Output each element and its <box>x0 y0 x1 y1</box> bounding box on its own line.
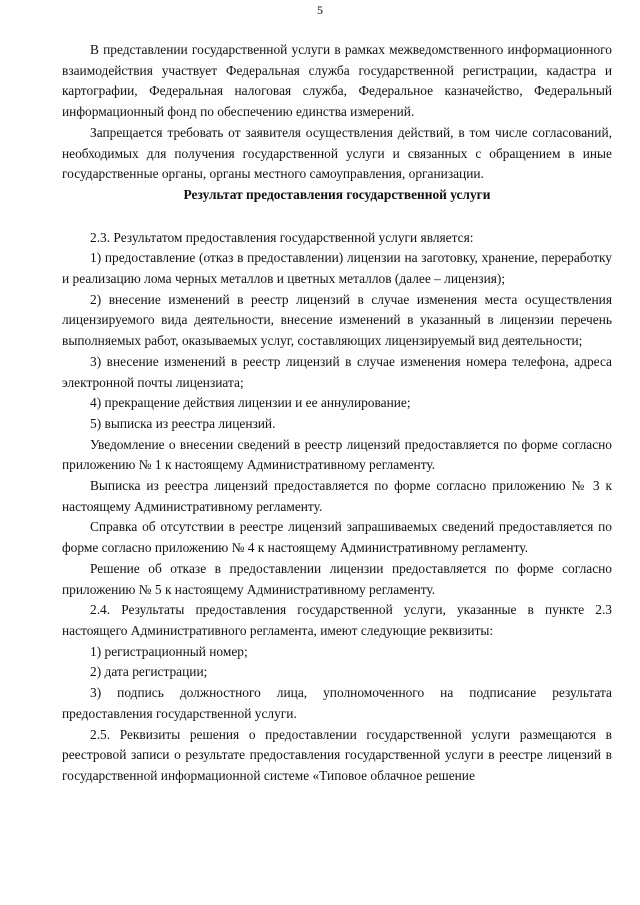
paragraph-2-4: 2.4. Результаты предоставления государственной услуги, указанные в пункте 2.3 настоящего Административного регламента, имеют следующие реквизиты: <box>62 602 612 638</box>
list-item-requisite-1: 1) регистрационный номер; <box>90 643 248 659</box>
document-body <box>62 40 612 787</box>
list-item-result-2: 2) внесение изменений в реестр лицензий в случае изменения места осуществления лицензируемого вида деятельности, внесение изменений в указанный в лицензии перечень выполняемых работ, оказываемых услуг, составляющих лицензируемый вид деятельности; <box>62 291 612 349</box>
section-heading: Результат предоставления государственной услуги <box>183 186 491 202</box>
list-item-result-4: 4) прекращение действия лицензии и ее аннулирование; <box>90 395 411 411</box>
list-item-result-1: 1) предоставление (отказ в предоставлении) лицензии на заготовку, хранение, переработку и реализацию лома черных металлов и цветных металлов (далее – лицензия); <box>62 250 612 287</box>
paragraph-notice-form: Уведомление о внесении сведений в реестр лицензий предоставляется по форме согласно приложению № 1 к настоящему Административному регламенту. <box>62 436 612 473</box>
paragraph-certificate-form: Справка об отсутствии в реестре лицензий запрашиваемых сведений предоставляется по форме согласно приложению № 4 к настоящему Административному регламенту. <box>62 519 612 556</box>
paragraph-refusal-form: Решение об отказе в предоставлении лицензии предоставляется по форме согласно приложению № 5 к настоящему Административному регламенту. <box>62 560 612 597</box>
paragraph-2-3: 2.3. Результатом предоставления государственной услуги является: <box>90 229 474 245</box>
paragraph-interagency: В представлении государственной услуги в рамках межведомственного информационного взаимодействия участвует Федеральная служба государственной регистрации, кадастра и картографии, Федеральная налоговая служба, Федеральное казначейство, Федеральный информационный фонд по обеспечению единства измерений. <box>62 42 612 120</box>
paragraph-prohibition: Запрещается требовать от заявителя осуществления действий, в том числе согласований, необходимых для получения государственной услуги и связанных с обращением в иные государственные органы, органы местного самоуправления, организации. <box>62 124 612 182</box>
list-item-requisite-2: 2) дата регистрации; <box>90 664 208 680</box>
list-item-result-3: 3) внесение изменений в реестр лицензий в случае изменения номера телефона, адреса электронной почты лицензиата; <box>62 353 612 390</box>
paragraph-2-5: 2.5. Реквизиты решения о предоставлении государственной услуги размещаются в реестровой записи о результате предоставления государственной услуги в реестре лицензий в государственной информационной системе «Типовое облачное решение <box>62 726 612 783</box>
list-item-result-5: 5) выписка из реестра лицензий. <box>90 415 276 431</box>
paragraph-extract-form: Выписка из реестра лицензий предоставляется по форме согласно приложению № 3 к настоящему Административному регламенту. <box>62 478 612 514</box>
list-item-requisite-3: 3) подпись должностного лица, уполномоченного на подписание результата предоставления государственной услуги. <box>62 685 612 721</box>
page-number: 5 <box>317 3 323 17</box>
